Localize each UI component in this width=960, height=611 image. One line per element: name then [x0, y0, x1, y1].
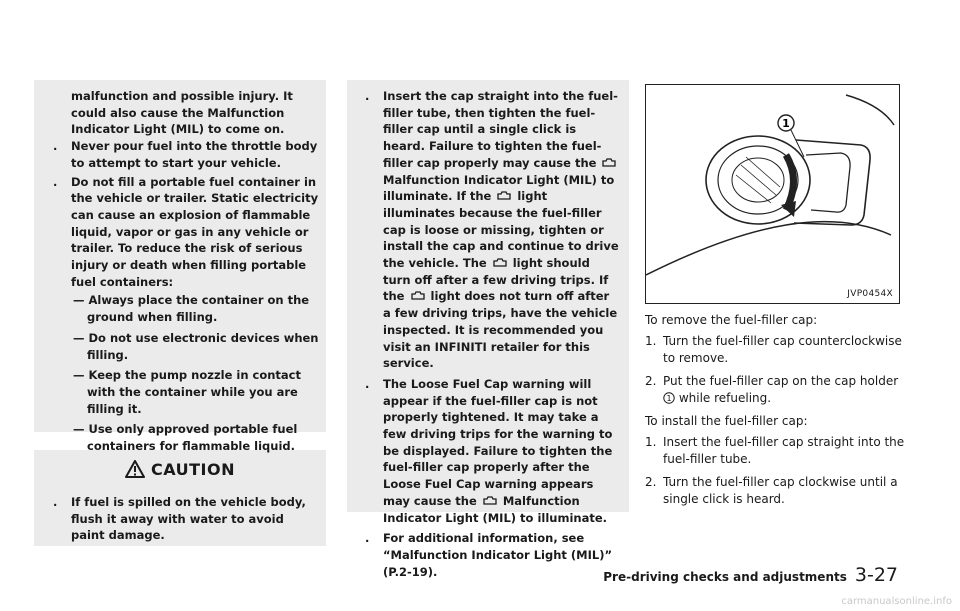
page-footer	[603, 564, 898, 584]
remove-step: 2. Put the fuel-filler cap on the cap holder 1 while refueling.	[645, 374, 899, 405]
caution-bullet: . If fuel is spilled on the vehicle body, flush it away with water to avoid paint damage.	[53, 495, 306, 543]
warning-bullet: . For additional information, see “Malfunction Indicator Light (MIL)” (P.2-19).	[365, 531, 613, 579]
caution-heading: CAUTION	[34, 460, 326, 479]
warning-sub-item: — Always place the container on the ground when filling.	[73, 293, 310, 325]
warning-bullet: . The Loose Fuel Cap warning will appear if the fuel-filler cap is not properly tightened. It may take a few driving trips for the warning to be displayed. Failure to tighten the fuel-filler cap properly after the Loose Fuel Cap warning appears may cause the Malfunction Indicator Light (MIL) to illuminate.	[365, 376, 613, 525]
warning-text-column	[53, 88, 319, 459]
middle-warning-column	[365, 88, 620, 582]
engine-warning-icon	[495, 190, 513, 201]
engine-warning-icon	[600, 157, 618, 168]
section-title: Pre-driving checks and adjustments	[603, 570, 847, 584]
warning-continuation: malfunction and possible injury. It could also cause the Malfunction Indicator Light (MIL) to come on.	[71, 89, 293, 137]
page-number: 3-27	[854, 564, 898, 586]
install-step: 1. Insert the fuel-filler cap straight into the fuel-filler tube.	[645, 435, 905, 466]
remove-step: 1. Turn the fuel-filler cap counterclockwise to remove.	[645, 334, 902, 365]
warning-sub-item: — Do not use electronic devices when filling.	[73, 330, 319, 362]
svg-text:1: 1	[666, 394, 672, 403]
figure-code: JVP0454X	[847, 289, 893, 299]
engine-warning-icon	[409, 290, 427, 301]
warning-bullet: . Never pour fuel into the throttle body to attempt to start your vehicle.	[53, 139, 318, 170]
engine-warning-icon	[481, 495, 499, 506]
fuel-cap-diagram	[646, 85, 899, 303]
caution-text	[53, 494, 319, 546]
instructions-column	[645, 312, 905, 514]
engine-warning-icon	[491, 257, 509, 268]
watermark: carmanualsonline.info	[841, 596, 952, 607]
warning-sub-item: — Keep the pump nozzle in contact with the container while you are filling it.	[73, 368, 302, 416]
install-step: 2. Turn the fuel-filler cap clockwise until a single click is heard.	[645, 475, 898, 506]
warning-bullet: . Insert the cap straight into the fuel-filler tube, then tighten the fuel-filler cap until a single click is heard. Failure to tighten the fuel-filler cap properly may cause the Malfunction Indicator Light (MIL) to illuminate. If the light illuminates because the fuel-filler cap is loose or missing, tighten or install the cap and continue to drive the vehicle. The light should turn off after a few driving trips. If the light does not turn off after a few driving trips, have the vehicle inspected. It is recommended you visit an INFINITI retailer for this service.	[365, 89, 619, 371]
warning-sub-item: — Use only approved portable fuel containers for flammable liquid.	[73, 422, 298, 454]
remove-heading: To remove the fuel-filler cap:	[645, 313, 818, 327]
fuel-cap-illustration	[645, 84, 900, 304]
callout-number: 1	[782, 117, 790, 130]
warning-bullet: . Do not fill a portable fuel container in the vehicle or trailer. Static electricity can cause an explosion of flammable liquid, vapor or gas in any vehicle or trailer. To reduce the risk of serious injury or death when filling portable fuel containers:	[53, 174, 319, 289]
callout-1-icon	[663, 392, 675, 404]
caution-triangle-icon	[125, 460, 145, 478]
install-heading: To install the fuel-filler cap:	[645, 414, 808, 428]
